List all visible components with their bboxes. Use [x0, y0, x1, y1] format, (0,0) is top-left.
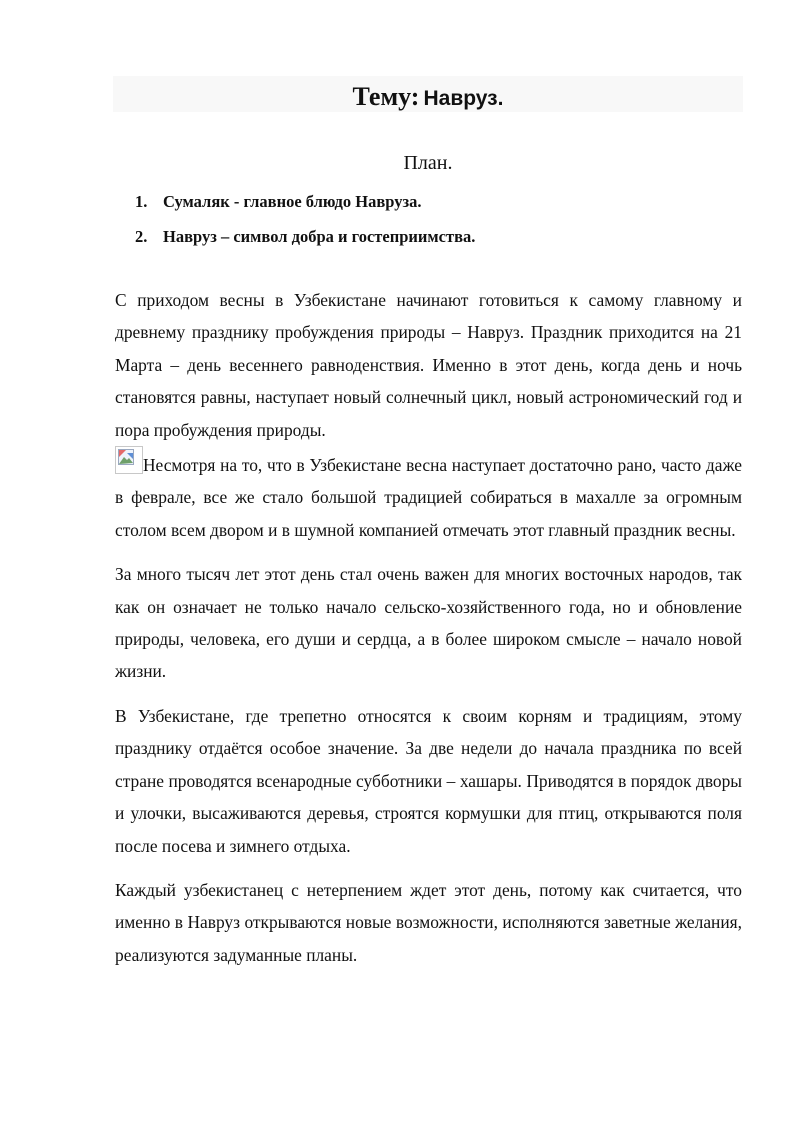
- paragraph-4: В Узбекистане, где трепетно относятся к своим корням и традициям, этому празднику отдаётся особое значение. За две недели до начала праздника по всей стране проводятся всенародные субботники – хашары. Приводятся в порядок дворы и улочки, высаживаются деревья, строятся кормушки для птиц, открываются поля после посева и зимнего отдыха.: [115, 705, 742, 856]
- plan-item: [135, 224, 475, 259]
- plan-item-number: 1.: [135, 192, 148, 211]
- plan-item-text: Сумаляк - главное блюдо Навруза.: [163, 192, 422, 211]
- paragraph-1: [115, 284, 742, 546]
- paragraph-2-text: Несмотря на то, что в Узбекистане весна наступает достаточно рано, часто даже в феврале, все же стало большой традицией собираться в махалле за огромным столом всем двором и в шумной компанией отмечать этот главный праздник весны.: [115, 455, 742, 540]
- broken-image-icon: [115, 446, 143, 474]
- paragraph-3: За много тысяч лет этот день стал очень важен для многих восточных народов, так как он означает не только начало сельско-хозяйственного года, но и обновление природы, человека, его души и сердца, а в более широком смысле – начало новой жизни.: [115, 564, 742, 682]
- plan-item-number: 2.: [135, 227, 148, 246]
- plan-item: [135, 189, 475, 224]
- title-part-1: Тему:: [352, 82, 420, 111]
- body-text: [115, 284, 742, 983]
- title-part-2: Навруз.: [423, 87, 504, 110]
- plan-list: [135, 189, 475, 259]
- paragraph-1-text: С приходом весны в Узбекистане начинают готовиться к самому главному и древнему празднику пробуждения природы – Навруз. Праздник приходится на 21 Марта – день весеннего равноденствия. Именно в этот день, когда день и ночь становятся равны, наступает новый солнечный цикл, новый астрономический год и пора пробуждения природы.: [115, 290, 742, 440]
- document-title: [113, 76, 743, 112]
- plan-item-text: Навруз – символ добра и гостеприимства.: [163, 227, 476, 246]
- plan-heading: План.: [403, 152, 453, 174]
- paragraph-5: Каждый узбекистанец с нетерпением ждет этот день, потому как считается, что именно в Навруз открываются новые возможности, исполняются заветные желания, реализуются задуманные планы.: [115, 879, 742, 965]
